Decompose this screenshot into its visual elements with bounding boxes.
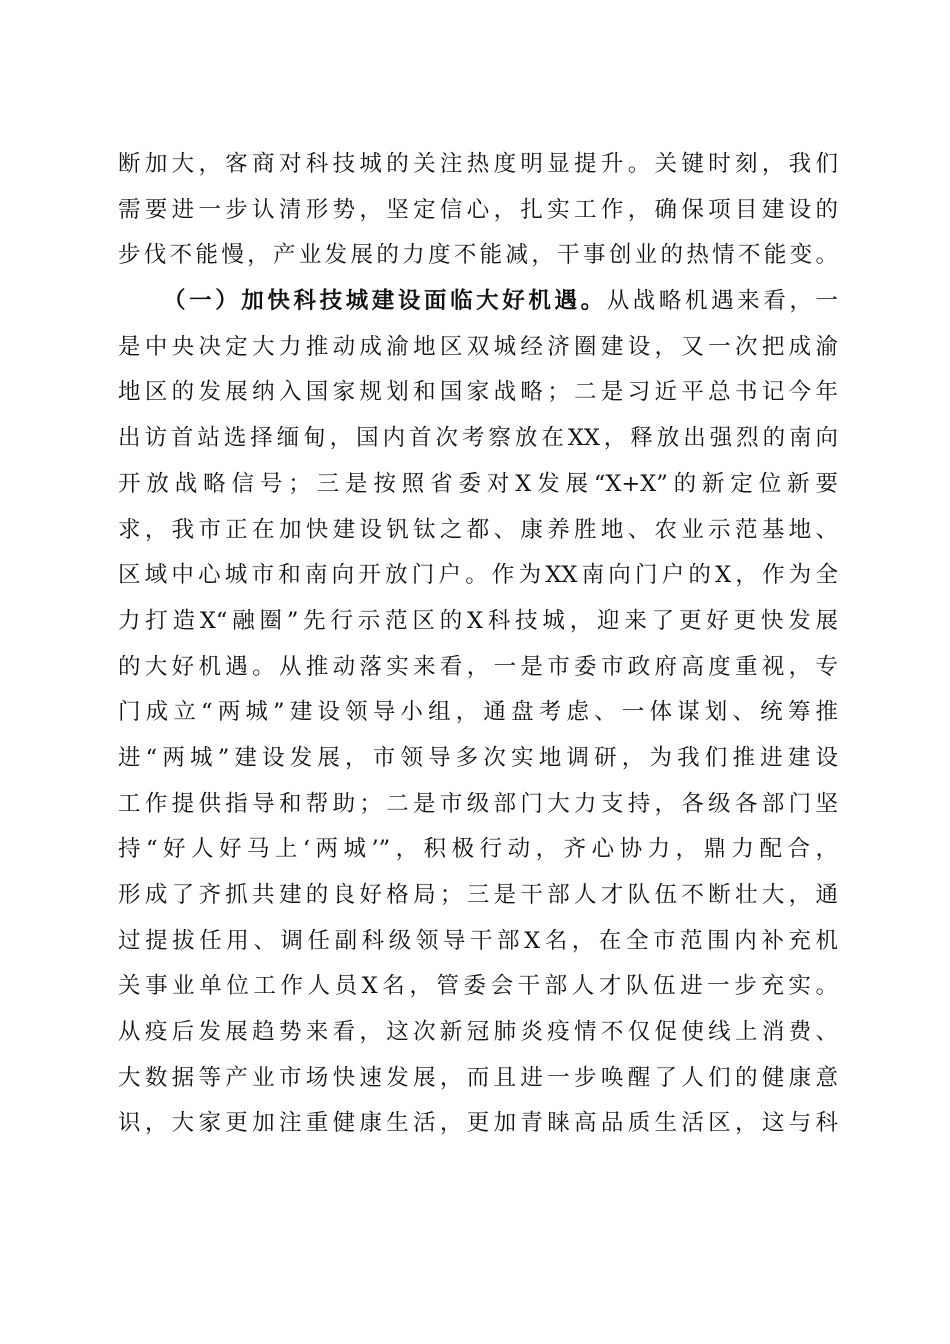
body-text — [118, 142, 838, 1147]
text-line: 力打造X“融圈”先行示范区的X科技城，迎来了更好更快发展 — [118, 607, 838, 634]
text-line: 断加大，客商对科技城的关注热度明显提升。关键时刻，我们 — [118, 151, 838, 177]
text-line: 进“两城”建设发展，市领导多次实地调研，为我们推进建设 — [118, 744, 838, 771]
text-line: 门成立“两城”建设领导小组，通盘考虑、一体谋划、统筹推 — [118, 699, 838, 726]
text-line: 从疫后发展趋势来看，这次新冠肺炎疫情不仅促使线上消费、 — [118, 1019, 838, 1046]
section-heading-line — [118, 279, 838, 325]
text-line: 出访首站选择缅甸，国内首次考察放在XX，释放出强烈的南向 — [118, 425, 838, 452]
text-line: 的大好机遇。从推动落实来看，一是市委市政府高度重视，专 — [118, 653, 838, 680]
text-line: 工作提供指导和帮助；二是市级部门大力支持，各级各部门坚 — [118, 790, 838, 817]
section-heading-continuation: 从战略机遇来看，一 — [606, 288, 838, 315]
text-line: 求，我市正在加快建设钒钛之都、康养胜地、农业示范基地、 — [118, 516, 838, 543]
text-line: 持“好人好马上‘两城’”，积极行动，齐心协力，鼎力配合， — [118, 836, 838, 863]
text-line: 需要进一步认清形势，坚定信心，扎实工作，确保项目建设的 — [118, 196, 838, 223]
text-line: 关事业单位工作人员X名，管委会干部人才队伍进一步充实。 — [118, 973, 838, 1000]
text-line: 地区的发展纳入国家规划和国家战略；二是习近平总书记今年 — [118, 379, 838, 406]
text-line: 大数据等产业市场快速发展，而且进一步唤醒了人们的健康意 — [118, 1064, 838, 1091]
text-line: 区域中心城市和南向开放门户。作为XX南向门户的X，作为全 — [118, 562, 838, 589]
text-line: 形成了齐抓共建的良好格局；三是干部人才队伍不断壮大，通 — [118, 882, 838, 908]
text-line: 步伐不能慢，产业发展的力度不能减，干事创业的热情不能变。 — [118, 242, 838, 269]
text-line: 开放战略信号；三是按照省委对X发展“X+X”的新定位新要 — [118, 470, 838, 497]
text-line: 过提拔任用、调任副科级领导干部X名，在全市范围内补充机 — [118, 927, 838, 954]
text-line: 是中央决定大力推动成渝地区双城经济圈建设，又一次把成渝 — [118, 333, 838, 360]
text-line: 识，大家更加注重健康生活，更加青睐高品质生活区，这与科 — [118, 1110, 838, 1137]
section-heading: （一）加快科技城建设面临大好机遇。 — [163, 288, 607, 315]
